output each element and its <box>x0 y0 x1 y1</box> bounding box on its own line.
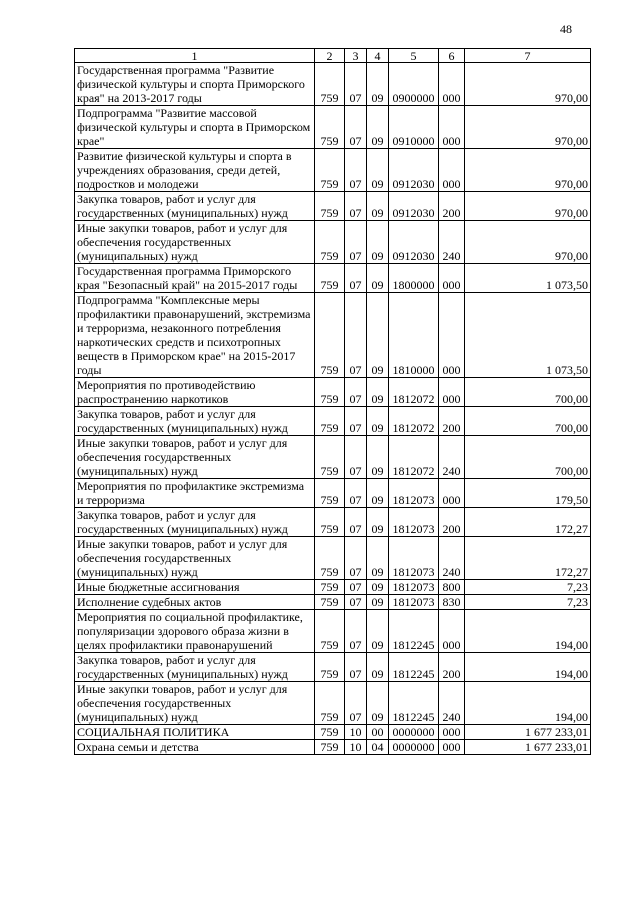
row-name: Государственная программа Приморского края "Безопасный край" на 2015-2017 годы <box>75 264 315 293</box>
row-target-article-code: 1812245 <box>389 610 439 653</box>
table-row <box>75 221 591 264</box>
header-col-1: 1 <box>75 49 315 63</box>
row-target-article-code: 1810000 <box>389 293 439 378</box>
row-section-code: 07 <box>345 580 367 595</box>
row-section-code: 07 <box>345 106 367 149</box>
table-row <box>75 740 591 755</box>
table-row <box>75 106 591 149</box>
row-subsection-code: 09 <box>367 682 389 725</box>
row-amount: 1 073,50 <box>465 293 591 378</box>
row-expense-type-code: 000 <box>439 740 465 755</box>
table-row <box>75 682 591 725</box>
row-ved-code: 759 <box>315 580 345 595</box>
row-target-article-code: 1812073 <box>389 537 439 580</box>
table-row <box>75 537 591 580</box>
table-row <box>75 580 591 595</box>
row-ved-code: 759 <box>315 221 345 264</box>
row-target-article-code: 1812073 <box>389 595 439 610</box>
budget-table <box>74 48 591 755</box>
page-number: 48 <box>560 22 572 36</box>
row-expense-type-code: 000 <box>439 264 465 293</box>
row-expense-type-code: 000 <box>439 725 465 740</box>
table-row <box>75 725 591 740</box>
row-amount: 7,23 <box>465 580 591 595</box>
row-section-code: 07 <box>345 149 367 192</box>
row-ved-code: 759 <box>315 192 345 221</box>
row-amount: 970,00 <box>465 63 591 106</box>
row-name: Иные закупки товаров, работ и услуг для обеспечения государственных (муниципальных) нужд <box>75 221 315 264</box>
row-name: Иные закупки товаров, работ и услуг для обеспечения государственных (муниципальных) нужд <box>75 537 315 580</box>
row-subsection-code: 09 <box>367 653 389 682</box>
header-col-4: 4 <box>367 49 389 63</box>
row-amount: 7,23 <box>465 595 591 610</box>
row-target-article-code: 1800000 <box>389 264 439 293</box>
header-col-2: 2 <box>315 49 345 63</box>
row-target-article-code: 1812245 <box>389 682 439 725</box>
row-amount: 1 677 233,01 <box>465 740 591 755</box>
row-ved-code: 759 <box>315 682 345 725</box>
row-ved-code: 759 <box>315 537 345 580</box>
row-target-article-code: 1812072 <box>389 378 439 407</box>
row-name: Закупка товаров, работ и услуг для государственных (муниципальных) нужд <box>75 407 315 436</box>
row-name: Закупка товаров, работ и услуг для государственных (муниципальных) нужд <box>75 192 315 221</box>
row-ved-code: 759 <box>315 264 345 293</box>
row-name: Развитие физической культуры и спорта в учреждениях образования, среди детей, подростков и молодежи <box>75 149 315 192</box>
row-name: Мероприятия по противодействию распространению наркотиков <box>75 378 315 407</box>
table-row <box>75 653 591 682</box>
table-row <box>75 595 591 610</box>
row-expense-type-code: 000 <box>439 378 465 407</box>
row-expense-type-code: 000 <box>439 63 465 106</box>
row-ved-code: 759 <box>315 653 345 682</box>
row-subsection-code: 09 <box>367 436 389 479</box>
row-subsection-code: 09 <box>367 106 389 149</box>
row-target-article-code: 0910000 <box>389 106 439 149</box>
row-target-article-code: 1812245 <box>389 653 439 682</box>
row-subsection-code: 09 <box>367 479 389 508</box>
row-amount: 194,00 <box>465 610 591 653</box>
row-expense-type-code: 240 <box>439 682 465 725</box>
table-row <box>75 63 591 106</box>
row-ved-code: 759 <box>315 436 345 479</box>
row-subsection-code: 09 <box>367 537 389 580</box>
row-expense-type-code: 000 <box>439 149 465 192</box>
row-ved-code: 759 <box>315 479 345 508</box>
row-subsection-code: 00 <box>367 725 389 740</box>
row-section-code: 07 <box>345 63 367 106</box>
row-name: СОЦИАЛЬНАЯ ПОЛИТИКА <box>75 725 315 740</box>
table-row <box>75 508 591 537</box>
table-row <box>75 264 591 293</box>
row-ved-code: 759 <box>315 595 345 610</box>
table-row <box>75 149 591 192</box>
row-subsection-code: 09 <box>367 407 389 436</box>
row-name: Иные закупки товаров, работ и услуг для обеспечения государственных (муниципальных) нужд <box>75 436 315 479</box>
row-section-code: 07 <box>345 479 367 508</box>
row-amount: 172,27 <box>465 537 591 580</box>
row-target-article-code: 1812073 <box>389 508 439 537</box>
row-name: Охрана семьи и детства <box>75 740 315 755</box>
row-name: Государственная программа "Развитие физической культуры и спорта Приморского края" на 2013-2017 годы <box>75 63 315 106</box>
row-target-article-code: 0912030 <box>389 192 439 221</box>
row-subsection-code: 09 <box>367 63 389 106</box>
row-name: Мероприятия по профилактике экстремизма и терроризма <box>75 479 315 508</box>
row-section-code: 07 <box>345 407 367 436</box>
row-amount: 700,00 <box>465 407 591 436</box>
row-expense-type-code: 240 <box>439 537 465 580</box>
row-amount: 1 677 233,01 <box>465 725 591 740</box>
row-ved-code: 759 <box>315 740 345 755</box>
row-ved-code: 759 <box>315 378 345 407</box>
row-subsection-code: 04 <box>367 740 389 755</box>
row-section-code: 07 <box>345 682 367 725</box>
table-row <box>75 378 591 407</box>
row-amount: 700,00 <box>465 378 591 407</box>
row-name: Иные закупки товаров, работ и услуг для обеспечения государственных (муниципальных) нужд <box>75 682 315 725</box>
row-amount: 970,00 <box>465 221 591 264</box>
row-amount: 194,00 <box>465 682 591 725</box>
header-col-7: 7 <box>465 49 591 63</box>
row-section-code: 07 <box>345 436 367 479</box>
row-section-code: 07 <box>345 378 367 407</box>
row-subsection-code: 09 <box>367 378 389 407</box>
row-section-code: 07 <box>345 293 367 378</box>
header-col-6: 6 <box>439 49 465 63</box>
row-expense-type-code: 800 <box>439 580 465 595</box>
row-ved-code: 759 <box>315 149 345 192</box>
row-expense-type-code: 000 <box>439 610 465 653</box>
row-amount: 172,27 <box>465 508 591 537</box>
row-name: Иные бюджетные ассигнования <box>75 580 315 595</box>
row-expense-type-code: 200 <box>439 508 465 537</box>
row-amount: 194,00 <box>465 653 591 682</box>
row-section-code: 07 <box>345 221 367 264</box>
row-expense-type-code: 200 <box>439 192 465 221</box>
row-subsection-code: 09 <box>367 149 389 192</box>
row-name: Закупка товаров, работ и услуг для государственных (муниципальных) нужд <box>75 653 315 682</box>
row-target-article-code: 1812072 <box>389 436 439 479</box>
row-subsection-code: 09 <box>367 508 389 537</box>
row-section-code: 07 <box>345 508 367 537</box>
row-subsection-code: 09 <box>367 192 389 221</box>
row-target-article-code: 0000000 <box>389 740 439 755</box>
table-row <box>75 610 591 653</box>
row-amount: 1 073,50 <box>465 264 591 293</box>
row-amount: 970,00 <box>465 106 591 149</box>
row-target-article-code: 1812073 <box>389 479 439 508</box>
table-row <box>75 407 591 436</box>
row-name: Исполнение судебных актов <box>75 595 315 610</box>
row-name: Подпрограмма "Развитие массовой физической культуры и спорта в Приморском крае" <box>75 106 315 149</box>
row-section-code: 07 <box>345 610 367 653</box>
row-ved-code: 759 <box>315 725 345 740</box>
row-section-code: 10 <box>345 725 367 740</box>
row-expense-type-code: 000 <box>439 479 465 508</box>
row-amount: 179,50 <box>465 479 591 508</box>
table-row <box>75 192 591 221</box>
row-expense-type-code: 200 <box>439 407 465 436</box>
header-col-5: 5 <box>389 49 439 63</box>
row-subsection-code: 09 <box>367 293 389 378</box>
row-ved-code: 759 <box>315 106 345 149</box>
row-subsection-code: 09 <box>367 264 389 293</box>
row-name: Закупка товаров, работ и услуг для государственных (муниципальных) нужд <box>75 508 315 537</box>
table-row <box>75 293 591 378</box>
row-expense-type-code: 000 <box>439 106 465 149</box>
row-section-code: 07 <box>345 595 367 610</box>
row-expense-type-code: 000 <box>439 293 465 378</box>
row-ved-code: 759 <box>315 610 345 653</box>
row-amount: 970,00 <box>465 192 591 221</box>
row-subsection-code: 09 <box>367 580 389 595</box>
row-ved-code: 759 <box>315 407 345 436</box>
row-expense-type-code: 200 <box>439 653 465 682</box>
row-ved-code: 759 <box>315 508 345 537</box>
row-expense-type-code: 240 <box>439 436 465 479</box>
row-name: Мероприятия по социальной профилактике, популяризации здорового образа жизни в целях профилактики правонарушений <box>75 610 315 653</box>
row-target-article-code: 0000000 <box>389 725 439 740</box>
row-section-code: 07 <box>345 264 367 293</box>
row-section-code: 10 <box>345 740 367 755</box>
header-col-3: 3 <box>345 49 367 63</box>
row-target-article-code: 1812072 <box>389 407 439 436</box>
row-amount: 970,00 <box>465 149 591 192</box>
table-row <box>75 436 591 479</box>
row-target-article-code: 0912030 <box>389 221 439 264</box>
row-subsection-code: 09 <box>367 610 389 653</box>
row-name: Подпрограмма "Комплексные меры профилактики правонарушений, экстремизма и терроризма, незаконного потребления наркотических средств и психотропных веществ в Приморском крае" на 2015-2017 годы <box>75 293 315 378</box>
row-target-article-code: 0900000 <box>389 63 439 106</box>
header-row <box>75 49 591 63</box>
row-subsection-code: 09 <box>367 221 389 264</box>
table-row <box>75 479 591 508</box>
row-expense-type-code: 830 <box>439 595 465 610</box>
row-target-article-code: 0912030 <box>389 149 439 192</box>
row-section-code: 07 <box>345 653 367 682</box>
row-expense-type-code: 240 <box>439 221 465 264</box>
row-section-code: 07 <box>345 537 367 580</box>
row-subsection-code: 09 <box>367 595 389 610</box>
row-amount: 700,00 <box>465 436 591 479</box>
row-ved-code: 759 <box>315 63 345 106</box>
row-ved-code: 759 <box>315 293 345 378</box>
row-section-code: 07 <box>345 192 367 221</box>
row-target-article-code: 1812073 <box>389 580 439 595</box>
